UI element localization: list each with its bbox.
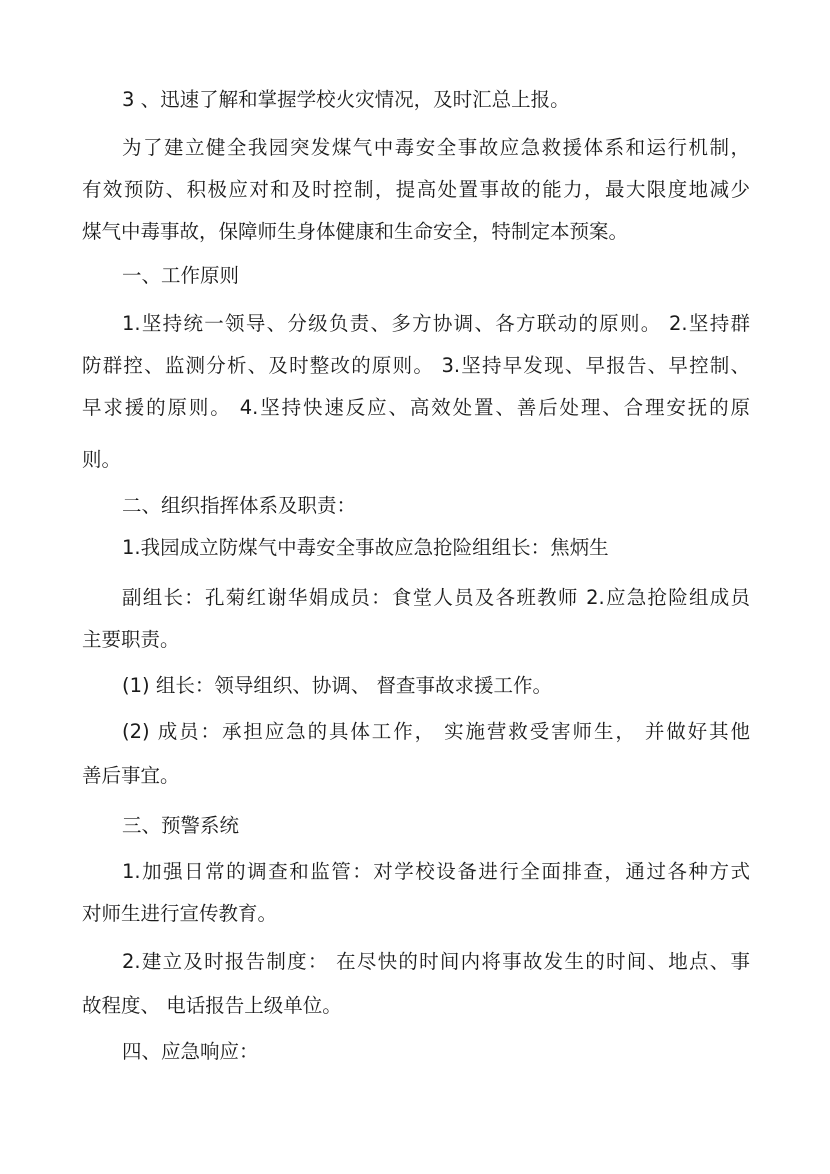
- text-line: 善后事宜。: [82, 764, 180, 787]
- section-heading: 一、工作原则: [122, 264, 240, 287]
- text-line: (2) 成员：承担应急的具体工作， 实施营救受害师生， 并做好其他: [122, 720, 750, 743]
- text-line: 2.建立及时报告制度： 在尽快的时间内将事故发生的时间、地点、事: [122, 950, 750, 973]
- text-line: 防群控、监测分析、及时整改的原则。 3.坚持早发现、早报告、早控制、: [82, 354, 750, 377]
- section-heading: 三、预警系统: [122, 814, 240, 837]
- text-line: 则。: [82, 448, 122, 471]
- text-line: 主要职责。: [82, 628, 180, 651]
- text-line: 1.我园成立防煤气中毒安全事故应急抢险组组长：焦炳生: [122, 536, 609, 559]
- section-heading: 二、组织指挥体系及职责：: [122, 494, 357, 517]
- text-line: 对师生进行宣传教育。: [82, 902, 278, 925]
- text-line: 早求援的原则。 4.坚持快速反应、高效处置、善后处理、合理安抚的原: [82, 396, 750, 419]
- section-heading: 四、应急响应：: [122, 1040, 259, 1063]
- text-line: 副组长：孔菊红谢华娟成员：食堂人员及各班教师 2.应急抢险组成员: [122, 586, 750, 609]
- text-line: 有效预防、积极应对和及时控制，提高处置事故的能力，最大限度地减少: [82, 178, 750, 201]
- text-line: 1.坚持统一领导、分级负责、多方协调、各方联动的原则。 2.坚持群: [122, 312, 750, 335]
- text-line: (1) 组长：领导组织、协调、 督查事故求援工作。: [122, 674, 553, 697]
- text-line: 3 、迅速了解和掌握学校火灾情况，及时汇总上报。: [122, 88, 570, 111]
- text-line: 1.加强日常的调查和监管：对学校设备进行全面排查，通过各种方式: [122, 860, 750, 883]
- text-line: 为了建立健全我园突发煤气中毒安全事故应急救援体系和运行机制，: [122, 136, 750, 159]
- text-line: 煤气中毒事故，保障师生身体健康和生命安全，特制定本预案。: [82, 220, 629, 243]
- text-line: 故程度、 电话报告上级单位。: [82, 994, 342, 1017]
